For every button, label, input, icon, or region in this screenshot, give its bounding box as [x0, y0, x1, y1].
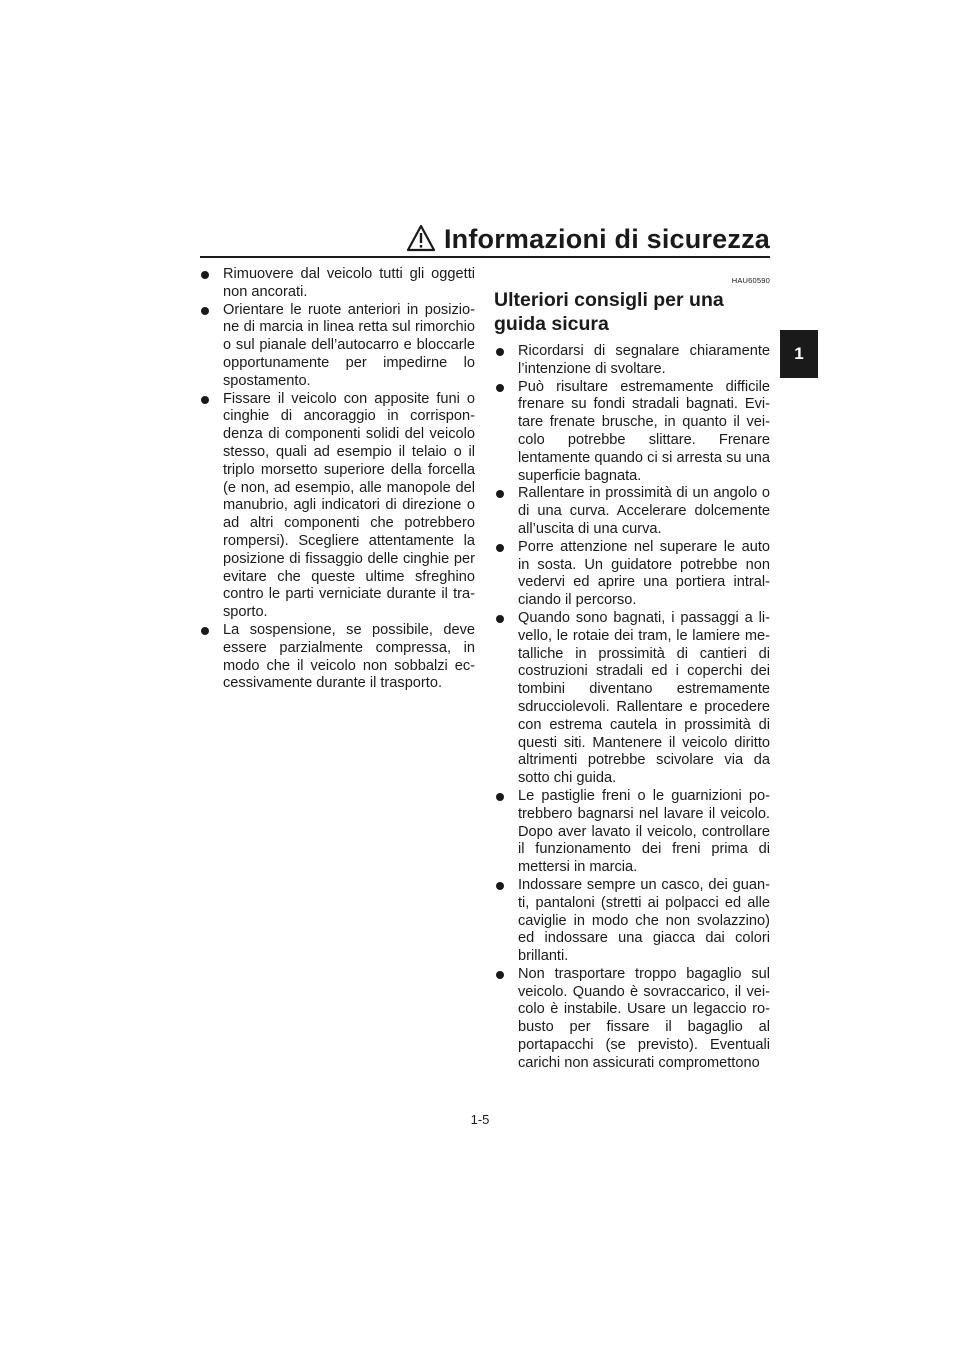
list-item: Rallentare in prossimità di un angolo o di una curva. Accelerare dolcemente all’uscita di una curva.	[494, 485, 770, 538]
list-item: Quando sono bagnati, i passaggi a li-vello, le rotaie dei tram, le lamiere me-talliche in prossimità di cantieri di costruzioni stradali ed i coperchi dei tombini diventano estremamente sdrucciolevoli. Rallentare e procedere con estrema cautela in prossimità di questi siti. Mantenere il veicolo diritto altrimenti potrebbe scivolare via da sotto chi guida.	[494, 610, 770, 788]
list-item: Può risultare estremamente difficile frenare su fondi stradali bagnati. Evi-tare frenate brusche, in quanto il vei-colo potrebbe slittare. Frenare lentamente quando ci si arresta su una superficie bagnata.	[494, 379, 770, 486]
page-title: Informazioni di sicurezza	[443, 224, 770, 254]
chapter-tab: 1	[780, 330, 818, 378]
list-item: Indossare sempre un casco, dei guan-ti, pantaloni (stretti ai polpacci ed alle caviglie in modo che non svolazzino) ed indossare una giacca dai colori brillanti.	[494, 877, 770, 966]
list-item: Rimuovere dal veicolo tutti gli oggetti non ancorati.	[199, 266, 475, 302]
left-column	[199, 266, 475, 693]
right-bullet-list	[494, 343, 770, 1073]
reference-code: HAU60590	[731, 276, 770, 285]
warning-triangle-icon	[406, 224, 436, 252]
list-item: Le pastiglie freni o le guarnizioni po-trebbero bagnarsi nel lavare il veicolo. Dopo aver lavato il veicolo, controllare il funzionamento dei freni prima di mettersi in marcia.	[494, 788, 770, 877]
page-header	[200, 222, 770, 254]
list-item: La sospensione, se possibile, deve essere parzialmente compressa, in modo che il veicolo non sobbalzi ec-cessivamente durante il trasporto.	[199, 622, 475, 693]
left-bullet-list	[199, 266, 475, 693]
right-column	[494, 276, 770, 1073]
header-rule	[200, 256, 770, 258]
list-item: Orientare le ruote anteriori in posizio-ne di marcia in linea retta sul rimorchio o sul pianale dell’autocarro e bloccarle opportunamente per impedirne lo spostamento.	[199, 302, 475, 391]
section-title: Ulteriori consigli per una guida sicura	[494, 289, 724, 335]
list-item: Non trasportare troppo bagaglio sul veicolo. Quando è sovraccarico, il vei-colo è instabile. Usare un legaccio ro-busto per fissare il bagaglio al portapacchi (se previsto). Eventuali carichi non assicurati compromettono	[494, 966, 770, 1073]
list-item: Porre attenzione nel superare le auto in sosta. Un guidatore potrebbe non vedervi ed aprire una portiera intral-ciando il percorso.	[494, 539, 770, 610]
list-item: Ricordarsi di segnalare chiaramente l’intenzione di svoltare.	[494, 343, 770, 379]
page-number: 1-5	[470, 1112, 490, 1127]
list-item: Fissare il veicolo con apposite funi o cinghie di ancoraggio in corrispon-denza di componenti solidi del veicolo stesso, quali ad esempio il telaio o il triplo morsetto superiore della forcella (e non, ad esempio, alle manopole del manubrio, agli indicatori di direzione o ad altri componenti che potrebbero rompersi). Scegliere attentamente la posizione di fissaggio delle cinghie per evitare che queste ultime sfreghino contro le parti verniciate durante il tra-sporto.	[199, 391, 475, 622]
